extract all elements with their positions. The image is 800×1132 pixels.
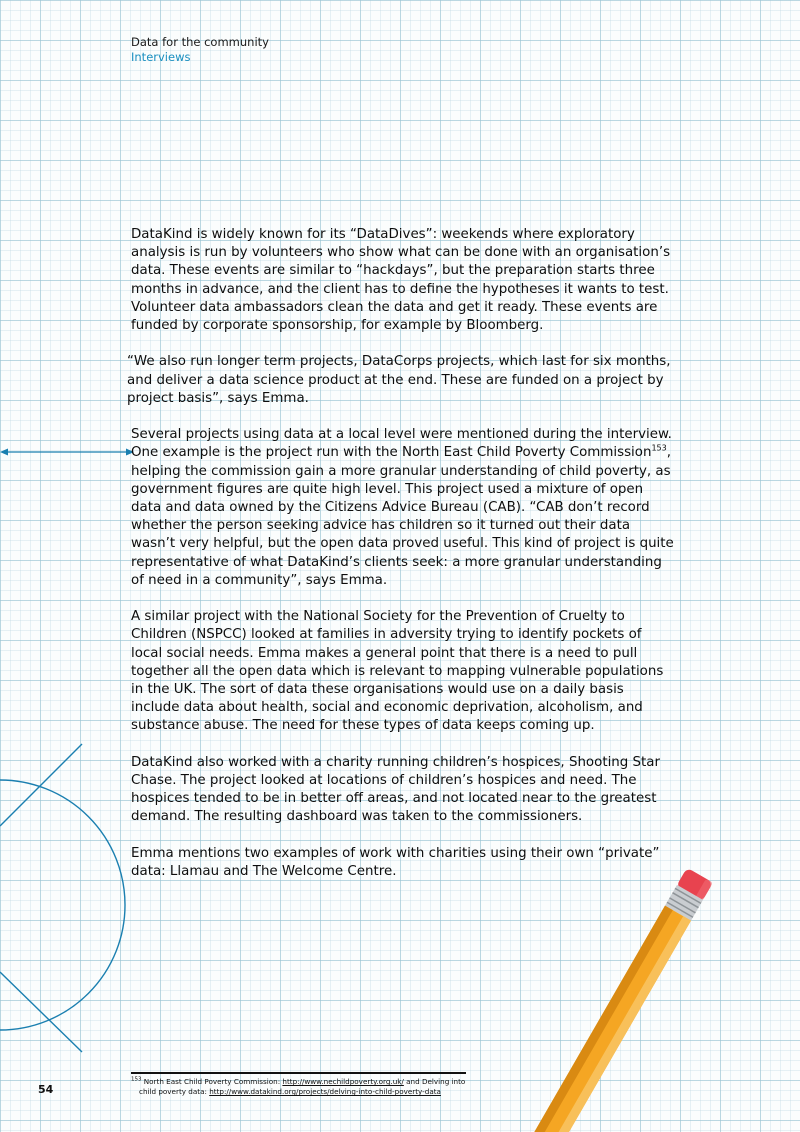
footnote-link-datakind[interactable]: http://www.datakind.org/projects/delving-into-child-poverty-data: [209, 1087, 441, 1096]
footnote-divider: [131, 1072, 466, 1074]
page-number: 54: [38, 1083, 54, 1096]
header-section-title: Data for the community: [131, 35, 269, 49]
paragraph-private-data: Emma mentions two examples of work with charities using their own “private” data: Llamau and The Welcome Centre.: [131, 845, 660, 880]
footnote-label-2: child poverty data:: [139, 1087, 210, 1096]
double-arrow-line: [0, 444, 140, 460]
pencil-illustration: [470, 860, 730, 1132]
footnote: [131, 1077, 476, 1097]
paragraph-nspcc: A similar project with the National Society for the Prevention of Cruelty to Children (NSPCC) looked at families in adversity trying to identify pockets of local social needs. Emma makes a general point that there is a need to pull together all the open data which is relevant to mapping vulnerable populations in the UK. The sort of data these organisations would use on a daily basis include data about health, social and economic deprivation, alcoholism, and substance abuse. The need for these types of data keeps coming up.: [131, 609, 664, 734]
paragraph-datadives: DataKind is widely known for its “DataDives”: weekends where exploratory analysis is run by volunteers who show what can be done with an organisation’s data. These events are similar to “hackdays”, but the preparation starts three months in advance, and the client has to define the hypotheses it wants to test. Volunteer data ambassadors clean the data and get it ready. These events are funded by corporate sponsorship, for example by Bloomberg.: [131, 227, 671, 334]
paragraph-datacorps-quote: “We also run longer term projects, DataCorps projects, which last for six months, and deliver a data science product at the end. These are funded on a project by project basis”, says Emma.: [127, 354, 671, 406]
footnote-label-cont: and Delving into: [403, 1077, 466, 1086]
paragraph-local-projects-text: Several projects using data at a local level were mentioned during the interview. One example is the project run with the North East Child Poverty Commission: [131, 427, 672, 461]
header-subsection-title: Interviews: [131, 50, 191, 64]
paragraph-local-projects: [131, 426, 676, 590]
paragraph-hospices: DataKind also worked with a charity running children’s hospices, Shooting Star Chase. The project looked at locations of children’s hospices and need. The hospices tended to be in better off areas, and not located near to the greatest demand. The resulting dashboard was taken to the commissioners.: [131, 754, 660, 825]
footnote-link-nechildpoverty[interactable]: http://www.nechildpoverty.org.uk/: [282, 1077, 404, 1086]
page-header: [131, 35, 269, 65]
footnote-number: 153: [131, 1076, 142, 1083]
article-body: [127, 226, 676, 899]
footnote-second-line: [131, 1087, 441, 1097]
paragraph-local-projects-text-cont: , helping the commission gain a more granular understanding of child poverty, as government figures are quite high level. This project used a mixture of open data and data owned by the Citizens Advice Bureau (CAB). “CAB don’t record whether the person seeking advice has children so it turned out their data wasn’t very helpful, but the open data proved useful. This kind of project is quite representative of what DataKind’s clients seek: a more granular understanding of need in a community”, says Emma.: [131, 445, 674, 588]
footnote-label: North East Child Poverty Commission:: [141, 1077, 283, 1086]
footnote-reference[interactable]: 153: [651, 443, 667, 453]
